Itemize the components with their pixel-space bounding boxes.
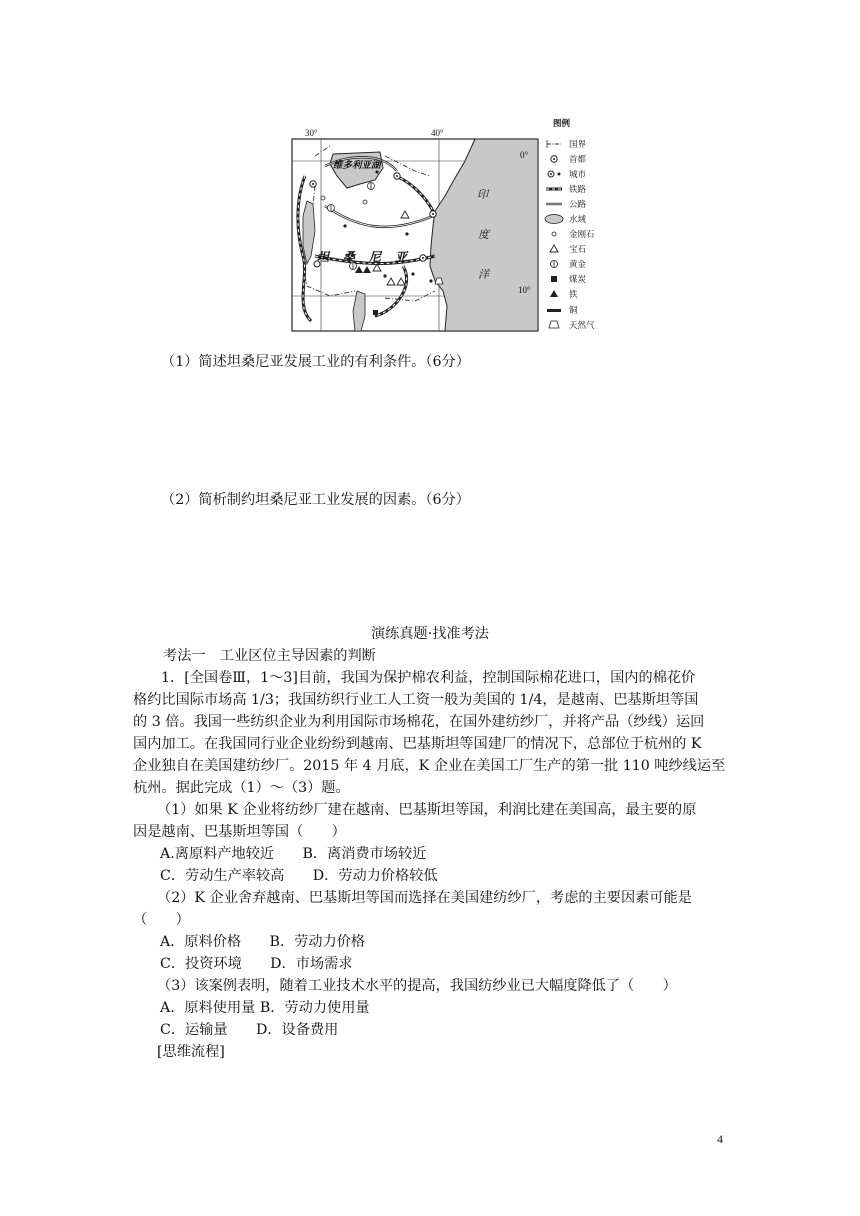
sub-1-option-row: C．劳动生产率较高 D．劳动力价格较低 — [160, 868, 438, 884]
ocean-char-3: 洋 — [478, 268, 489, 281]
lake-victoria-label: 维多利亚湖 — [333, 160, 381, 171]
map-legend — [545, 118, 595, 331]
section-title: 演练真题·找准考法 — [370, 626, 489, 642]
legend-border: 国界 — [569, 140, 587, 150]
question-1: （1）简述坦桑尼亚发展工业的有利条件。（6分） — [161, 354, 470, 370]
problem-stem — [133, 667, 727, 1063]
stem-line: 格约比国际市场高 1/3；我国纺织行业工人工资一般为美国的 1/4，是越南、巴基斯坦等国 — [133, 692, 699, 708]
method-heading: 考法一 工业区位主导因素的判断 — [163, 648, 376, 664]
lat-label-10: 10° — [518, 285, 531, 295]
stem-line: 1．[全国卷Ⅲ，1～3]目前，我国为保护棉农利益，控制国际棉花进口，国内的棉花价 — [161, 670, 696, 686]
sub-3-option-row: A．原料使用量 B．劳动力使用量 — [160, 1000, 370, 1016]
legend-railway: 铁路 — [569, 185, 587, 195]
legend-iron: 铁 — [569, 290, 578, 300]
legend-diamond: 金刚石 — [569, 230, 595, 240]
sub-question-1-cont: 因是越南、巴基斯坦等国（ ） — [133, 824, 346, 840]
ocean-char-2: 度 — [478, 228, 489, 241]
legend-water: 水域 — [569, 215, 587, 225]
sub-question-2: （2）K 企业舍弃越南、巴基斯坦等国而选择在美国建纺纱厂，考虑的主要因素可能是 — [157, 890, 692, 906]
legend-title: 图例 — [553, 119, 571, 129]
sub-question-3: （3）该案例表明，随着工业技术水平的提高，我国纺纱业已大幅度降低了（ ） — [157, 978, 677, 994]
sub-2-option-row: C．投资环境 D．市场需求 — [160, 956, 353, 972]
country-char-2: 桑 — [343, 250, 356, 264]
sub-question-1: （1）如果 K 企业将纺纱厂建在越南、巴基斯坦等国，利润比建在美国高，最主要的原 — [157, 802, 697, 818]
country-char-3: 尼 — [369, 250, 382, 264]
ocean-char-1: 印 — [477, 188, 488, 201]
legend-gas: 天然气 — [569, 321, 595, 331]
page-number: 4 — [717, 1132, 723, 1146]
sub-2-option-row: A．原料价格 B．劳动力价格 — [160, 934, 366, 950]
sub-question-2-cont: （ ） — [133, 912, 190, 928]
legend-road: 公路 — [569, 200, 587, 210]
sub-3-option-row: C．运输量 D．设备费用 — [160, 1022, 339, 1038]
country-char-1: 坦 — [317, 250, 330, 264]
sub-1-option-row: A.离原料产地较近 B．离消费市场较近 — [160, 846, 427, 862]
lon-label-30: 30° — [305, 128, 318, 138]
question-2: （2）简析制约坦桑尼亚工业发展的因素。（6分） — [161, 492, 470, 508]
stem-line: 杭州。据此完成（1）～（3）题。 — [133, 780, 350, 796]
legend-coal: 煤炭 — [569, 275, 587, 285]
stem-line: 企业独自在美国建纺纱厂。2015 年 4 月底，K 企业在美国工厂生产的第一批 110 吨纱线运至 — [133, 758, 726, 774]
legend-city: 城市 — [569, 170, 587, 180]
tanzania-map-figure — [285, 116, 630, 338]
legend-gold: 黄金 — [569, 260, 587, 270]
legend-gem: 宝石 — [569, 245, 587, 255]
stem-line: 的 3 倍。我国一些纺织企业为利用国际市场棉花，在国外建纺纱厂，并将产品（纱线）运回 — [133, 714, 705, 730]
legend-capital: 首都 — [569, 155, 587, 165]
lat-label-0: 0° — [520, 150, 529, 160]
lon-label-40: 40° — [431, 128, 444, 138]
legend-copper: 铜 — [569, 306, 578, 316]
stem-line: 国内加工。在我国同行业企业纷纷到越南、巴基斯坦等国建厂的情况下，总部位于杭州的 K — [133, 736, 702, 752]
country-char-4: 亚 — [395, 250, 408, 264]
thinking-flow-label: [思维流程] — [157, 1044, 225, 1060]
